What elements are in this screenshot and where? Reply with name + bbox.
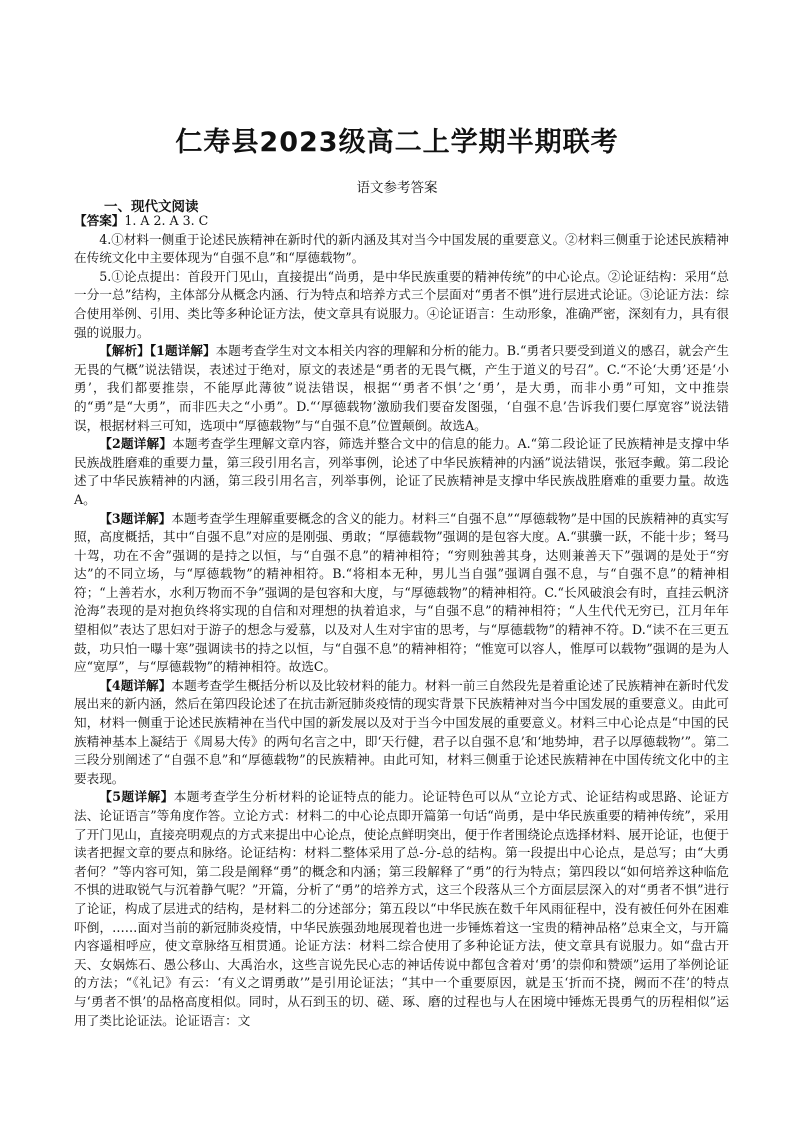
explanation-2-tag: 【2题详解】 [99,436,173,452]
explanation-5 [74,788,729,1030]
answer-body [74,212,729,1030]
explanation-2-text: 本题考查学生理解文章内容，筛选并整合文中的信息的能力。A.“第二段论证了民族精神是支撑中华民族战胜磨难的重要力量，第三段引用名言，列举事例，论述了中华民族精神的内涵”说法错误，张冠李戴。第二段论述了中华民族精神的内涵，第三段引用名言，列举事例，论证了民族精神是支撑中华民族战胜磨难的重要力量。故选A。 [74,436,729,507]
explanation-4-tag: 【4题详解】 [99,677,172,693]
explanation-5-text: 本题考查学生分析材料的论证特点的能力。论证特色可以从“立论方式、论证结构或思路、论证方法、论证语言”等角度作答。立论方式：材料二的中心论点即开篇第一句话“尚勇，是中华民族重要的精神传统”，采用了开门见山，直接亮明观点的方式来提出中心论点，使论点鲜明突出，便于作者围绕论点选择材料、展开论证，也便于读者把握文章的要点和脉络。论证结构：材料二整体采用了总-分-总的结构。第一段提出中心论点，是总写；由“大勇者何？”等内容可知，第二段是阐释“勇”的概念和内涵；第三段解释了“勇”的行为特点；第四段以“如何培养这种临危不惧的进取锐气与沉着静气呢？”开篇，分析了“勇”的培养方式，这三个段落从三个方面层层深入的对“勇者不惧”进行了论证，构成了层进式的结构，是材料二的分述部分；第五段以“中华民族在数千年风雨征程中，没有被任何外在困难吓倒，……面对当前的新冠肺炎疫情，中华民族强劲地展现着也进一步锤炼着这一宝贵的精神品格”总束全文，与开篇内容遥相呼应，使文章脉络互相贯通。论证方法：材料二综合使用了多种论证方法，使文章具有说服力。如“盘古开天、女娲炼石、愚公移山、大禹治水，这些言说先民心志的神话传说中都包含着对‘勇’的崇仰和赞颂”运用了举例论证的方法；“《礼记》有云：‘有义之谓勇敢’”是引用论证法；“其中一个重要原因，就是玉‘折而不挠，阙而不荏’的特点与‘勇者不惧’的品格高度相似。同时，从石到玉的切、磋、琢、磨的过程也与人在困境中锤炼无畏勇气的历程相似”运用了类比论证法。论证语言：文 [74,789,729,1028]
explanation-3-text: 本题考查学生理解重要概念的含义的能力。材料三“自强不息”“厚德载物”是中国的民族精神的真实写照，高度概括，其中“自强不息”对应的是刚强、勇敢；“厚德载物”强调的是包容大度。A.“骐骥一跃，不能十步；驽马十驾，功在不舍”强调的是持之以恒，与“自强不息”的精神相符；“穷则独善其身，达则兼善天下”强调的是处于“穷达”的不同立场，与“厚德载物”的精神相符。B.“将相本无种，男儿当自强”强调自强不息，与“自强不息”的精神相符；“上善若水，水利万物而不争”强调的是包容和大度，与“厚德载物”的精神相符。C.“长风破浪会有时，直挂云帆济沧海”表现的是对抱负终将实现的自信和对理想的执着追求，与“自强不息”的精神相符；“人生代代无穷已，江月年年望相似”表达了思妇对于游子的想念与爱慕，以及对人生对宇宙的思考，与“厚德载物”的精神不符。D.“读不在三更五鼓，功只怕一曝十寒”强调读书的持之以恒，与“自强不息”的精神相符；“惟宽可以容人，惟厚可以载物”强调的是为人应“宽厚”，与“厚德载物”的精神相符。故选C。 [74,510,729,675]
explanation-1-tag: 【解析】【1题详解】 [99,343,216,359]
answer-tag: 【答案】 [74,213,125,228]
explanation-4 [74,677,729,789]
document-title: 仁寿县2023级高二上学期半期联考 [175,127,619,158]
explanation-5-tag: 【5题详解】 [99,789,174,805]
explanation-2 [74,435,729,509]
explanation-3 [74,510,729,677]
answer-choices: 1. A 2. A 3. C [124,213,209,228]
answer-line [74,212,729,231]
section-heading: 一、现代文阅读 [104,199,199,215]
explanation-3-tag: 【3题详解】 [99,510,172,526]
document-subtitle: 语文参考答案 [356,180,438,196]
explanation-4-text: 本题考查学生概括分析以及比较材料的能力。材料一前三自然段先是着重论述了民族精神在新时代发展出来的新内涵，然后在第四段论述了在抗击新冠肺炎疫情的现实背景下民族精神对当今中国发展的重要意义。由此可知，材料一侧重于论述民族精神在当代中国的新发展以及对于当今中国发展的重要意义。材料三中心论点是“中国的民族精神基本上凝结于《周易大传》的两句名言之中，即‘天行健，君子以自强不息’和‘地势坤，君子以厚德载物’”。第二三段分别阐述了“自强不息”和“厚德载物”的民族精神。由此可知，材料三侧重于论述民族精神在中国传统文化中的主要表现。 [74,677,730,786]
answer-4: 4.①材料一侧重于论述民族精神在新时代的新内涵及其对当今中国发展的重要意义。②材料三侧重于论述民族精神在传统文化中主要体现为“自强不息”和“厚德载物”。 [74,231,729,266]
explanation-1 [74,342,729,435]
answer-5: 5.①论点提出：首段开门见山，直接提出“尚勇，是中华民族重要的精神传统”的中心论点。②论证结构：采用“总一分一总”结构，主体部分从概念内涵、行为特点和培养方式三个层面对“勇者不惧”进行层进式论证。③论证方法：综合使用举例、引用、类比等多种论证方法，使文章具有说服力。④论证语言：生动形象，准确严密，深刻有力，具有很强的说服力。 [74,268,729,340]
explanation-1-text: 本题考查学生对文本相关内容的理解和分析的能力。B.“勇者只要受到道义的感召，就会产生无畏的气概”说法错误，表述过于绝对，原文的表述是“勇者的无畏气概，产生于道义的号召”。C.“不论‘大勇’还是‘小勇’，我们都要推崇，不能厚此薄彼”说法错误，根据“‘勇者不惧’之‘勇’，是大勇，而非小勇”可知，文中推崇的“勇”是“大勇”，而非匹夫之“小勇”。D.“‘厚德载物’激励我们要奋发图强，‘自强不息’告诉我们要仁厚宽容”说法错误，根据材料三可知，选项中“厚德载物”与“自强不息”位置颠倒。故选A。 [74,343,729,433]
